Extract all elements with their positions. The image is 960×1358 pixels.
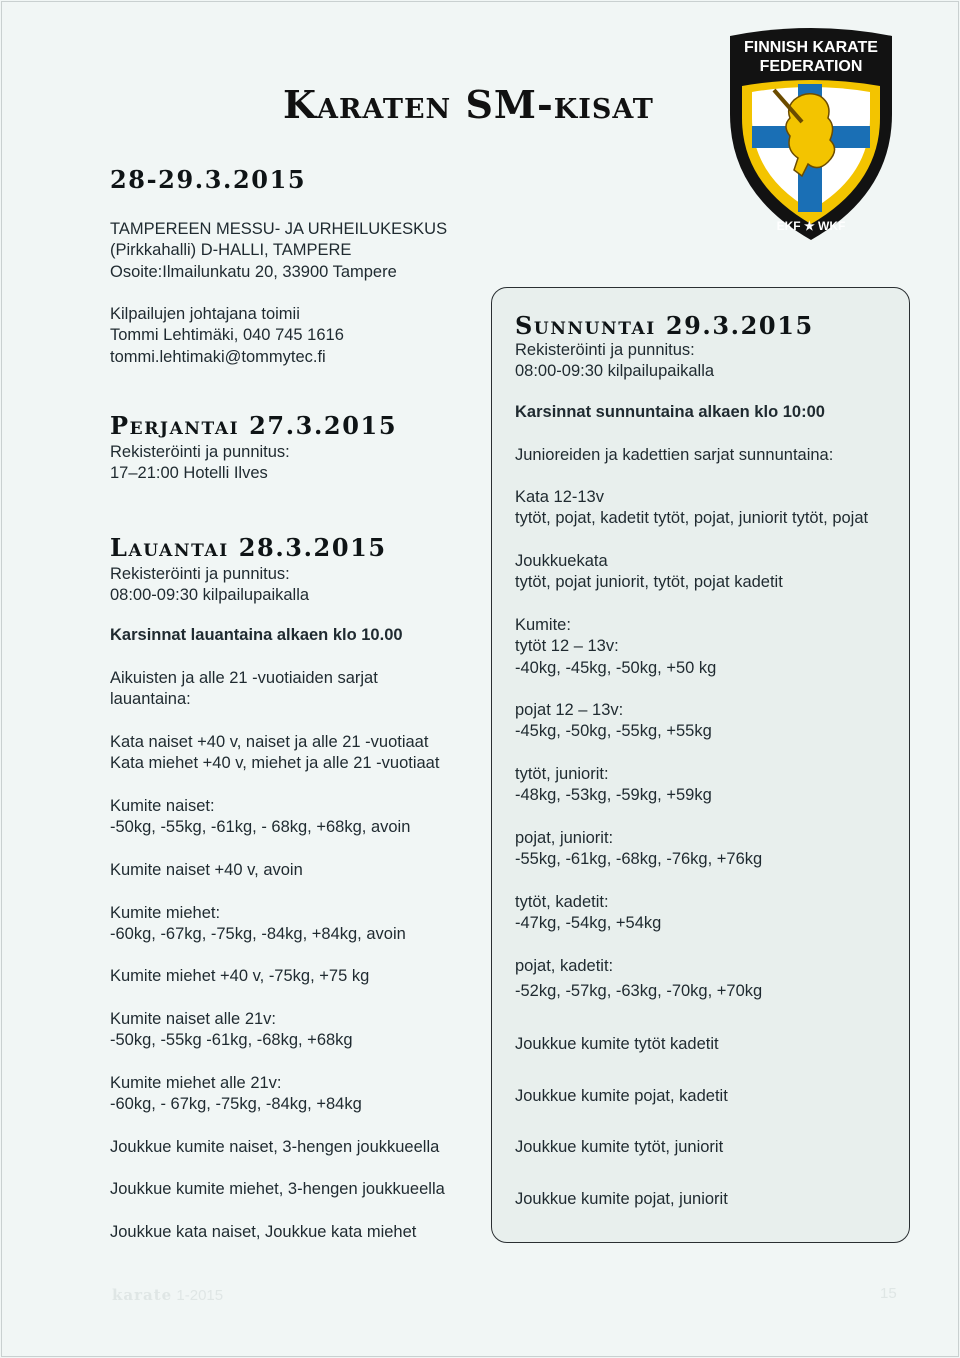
sunday-group-line: pojat, juniorit: bbox=[515, 829, 614, 847]
logo-text-line1: FINNISH KARATE bbox=[744, 39, 878, 56]
sunday-group-line: Joukkue kumite pojat, kadetit bbox=[515, 1087, 728, 1105]
saturday-line: Rekisteröinti ja punnitus: bbox=[110, 565, 290, 583]
saturday-group-line: Joukkue kumite miehet, 3-hengen joukkueella bbox=[110, 1180, 445, 1198]
friday-heading: Perjantai 27.3.2015 bbox=[110, 411, 398, 440]
saturday-group-line: Kumite naiset: bbox=[110, 797, 215, 815]
saturday-group-line: -50kg, -55kg -61kg, -68kg, +68kg bbox=[110, 1031, 353, 1050]
saturday-group bbox=[110, 1009, 490, 1052]
sunday-group-line: pojat, kadetit: bbox=[515, 957, 614, 975]
sunday-group-line: Kumite: bbox=[515, 616, 571, 634]
sunday-group-line: Joukkuekata bbox=[515, 552, 608, 570]
saturday-group-line: Joukkue kata naiset, Joukkue kata miehet bbox=[110, 1223, 417, 1241]
director-phone: Tommi Lehtimäki, 040 745 1616 bbox=[110, 326, 344, 345]
sunday-heading: Sunnuntai 29.3.2015 bbox=[515, 311, 814, 340]
saturday-line: 08:00-09:30 kilpailupaikalla bbox=[110, 586, 310, 605]
sunday-line: 08:00-09:30 kilpailupaikalla bbox=[515, 362, 715, 381]
saturday-group-line: -50kg, -55kg, -61kg, - 68kg, +68kg, avoin bbox=[110, 818, 411, 837]
venue-line: TAMPEREEN MESSU- JA URHEILUKESKUS bbox=[110, 220, 448, 238]
saturday-group-line: Kumite miehet: bbox=[110, 904, 221, 922]
director-info bbox=[110, 304, 490, 368]
saturday-group bbox=[110, 1137, 490, 1158]
sunday-group-line: -48kg, -53kg, -59kg, +59kg bbox=[515, 786, 712, 805]
director-line: Kilpailujen johtajana toimii bbox=[110, 305, 300, 323]
sunday-group-line: -52kg, -57kg, -63kg, -70kg, +70kg bbox=[515, 982, 763, 1001]
director-email[interactable]: tommi.lehtimaki@tommytec.fi bbox=[110, 347, 326, 366]
saturday-group bbox=[110, 668, 490, 711]
saturday-heading: Lauantai 28.3.2015 bbox=[110, 533, 387, 562]
sunday-group bbox=[515, 892, 895, 935]
sunday-group-line: tytöt, kadetit: bbox=[515, 893, 609, 911]
saturday-group-line: Kumite miehet +40 v, -75kg, +75 kg bbox=[110, 967, 370, 985]
venue-line: (Pirkkahalli) D-HALLI, TAMPERE bbox=[110, 241, 352, 260]
sunday-group bbox=[515, 828, 895, 871]
sunday-group-line: tytöt 12 – 13v: bbox=[515, 637, 619, 656]
sunday-group-line: Junioreiden ja kadettien sarjat sunnuntaina: bbox=[515, 446, 834, 464]
sunday-group-line: Joukkue kumite tytöt, juniorit bbox=[515, 1138, 724, 1156]
sunday-group bbox=[515, 1034, 895, 1055]
saturday-group bbox=[110, 1222, 490, 1243]
footer-page-number: 15 bbox=[880, 1285, 897, 1302]
saturday-group bbox=[110, 860, 490, 881]
sunday-qualifiers: Karsinnat sunnuntaina alkaen klo 10:00 bbox=[515, 403, 825, 421]
event-date: 28-29.3.2015 bbox=[110, 165, 307, 194]
saturday-group-line: -60kg, -67kg, -75kg, -84kg, +84kg, avoin bbox=[110, 925, 406, 944]
saturday-group-line: Kumite miehet alle 21v: bbox=[110, 1074, 282, 1092]
saturday-group bbox=[110, 1073, 490, 1116]
sunday-group-line: -40kg, -45kg, -50kg, +50 kg bbox=[515, 658, 717, 677]
sunday-group bbox=[515, 615, 895, 679]
sunday-group bbox=[515, 956, 895, 1003]
sunday-group bbox=[515, 764, 895, 807]
saturday-group-line: Kata miehet +40 v, miehet ja alle 21 -vuotiaat bbox=[110, 754, 440, 773]
saturday-group-line: Aikuisten ja alle 21 -vuotiaiden sarjat bbox=[110, 669, 378, 687]
saturday-qualifiers: Karsinnat lauantaina alkaen klo 10.00 bbox=[110, 626, 403, 644]
sunday-group-line: Kata 12-13v bbox=[515, 488, 604, 506]
saturday-group bbox=[110, 903, 490, 946]
sunday-group-line: tytöt, pojat juniorit, tytöt, pojat kadetit bbox=[515, 573, 783, 592]
logo-text-bottom: EKF ★ WKF bbox=[776, 219, 846, 233]
sunday-group bbox=[515, 487, 895, 530]
saturday-group bbox=[110, 796, 490, 839]
saturday-group bbox=[110, 1179, 490, 1200]
sunday-group-line: Joukkue kumite tytöt kadetit bbox=[515, 1035, 719, 1053]
footer-magazine-name: karate bbox=[112, 1286, 173, 1304]
sunday-group-line: tytöt, juniorit: bbox=[515, 765, 609, 783]
sunday-group-line: -55kg, -61kg, -68kg, -76kg, +76kg bbox=[515, 850, 763, 869]
sunday-group bbox=[515, 1137, 895, 1158]
saturday-group-line: Kumite naiset +40 v, avoin bbox=[110, 861, 303, 879]
sunday-group bbox=[515, 700, 895, 743]
friday-line: Rekisteröinti ja punnitus: bbox=[110, 443, 290, 461]
saturday-group-line: Kata naiset +40 v, naiset ja alle 21 -vuotiaat bbox=[110, 733, 429, 751]
footer-magazine bbox=[112, 1286, 223, 1304]
venue-info bbox=[110, 219, 490, 283]
page-title: Karaten SM-kisat bbox=[283, 82, 654, 127]
venue-line: Osoite:Ilmailunkatu 20, 33900 Tampere bbox=[110, 262, 397, 281]
saturday-section bbox=[110, 535, 490, 607]
footer-issue: 1-2015 bbox=[176, 1287, 224, 1304]
saturday-group bbox=[110, 732, 490, 775]
sunday-group bbox=[515, 1189, 895, 1210]
saturday-group-line: -60kg, - 67kg, -75kg, -84kg, +84kg bbox=[110, 1095, 362, 1114]
saturday-group-line: Kumite naiset alle 21v: bbox=[110, 1010, 277, 1028]
finnish-karate-federation-logo bbox=[724, 26, 898, 244]
sunday-group-line: pojat 12 – 13v: bbox=[515, 701, 624, 719]
sunday-group-line: -45kg, -50kg, -55kg, +55kg bbox=[515, 722, 712, 741]
sunday-group bbox=[515, 445, 895, 466]
sunday-group bbox=[515, 551, 895, 594]
sunday-section bbox=[515, 313, 895, 383]
saturday-group-line: lauantaina: bbox=[110, 690, 191, 709]
friday-line: 17–21:00 Hotelli Ilves bbox=[110, 464, 268, 483]
saturday-group-line: Joukkue kumite naiset, 3-hengen joukkueella bbox=[110, 1138, 440, 1156]
sunday-group bbox=[515, 1086, 895, 1107]
logo-text-line2: FEDERATION bbox=[759, 58, 863, 75]
friday-section bbox=[110, 413, 490, 485]
sunday-group-line: -47kg, -54kg, +54kg bbox=[515, 914, 662, 933]
sunday-line: Rekisteröinti ja punnitus: bbox=[515, 341, 695, 359]
sunday-group-line: Joukkue kumite pojat, juniorit bbox=[515, 1190, 728, 1208]
sunday-group-line: tytöt, pojat, kadetit tytöt, pojat, juniorit tytöt, pojat bbox=[515, 509, 869, 528]
saturday-group bbox=[110, 966, 490, 987]
